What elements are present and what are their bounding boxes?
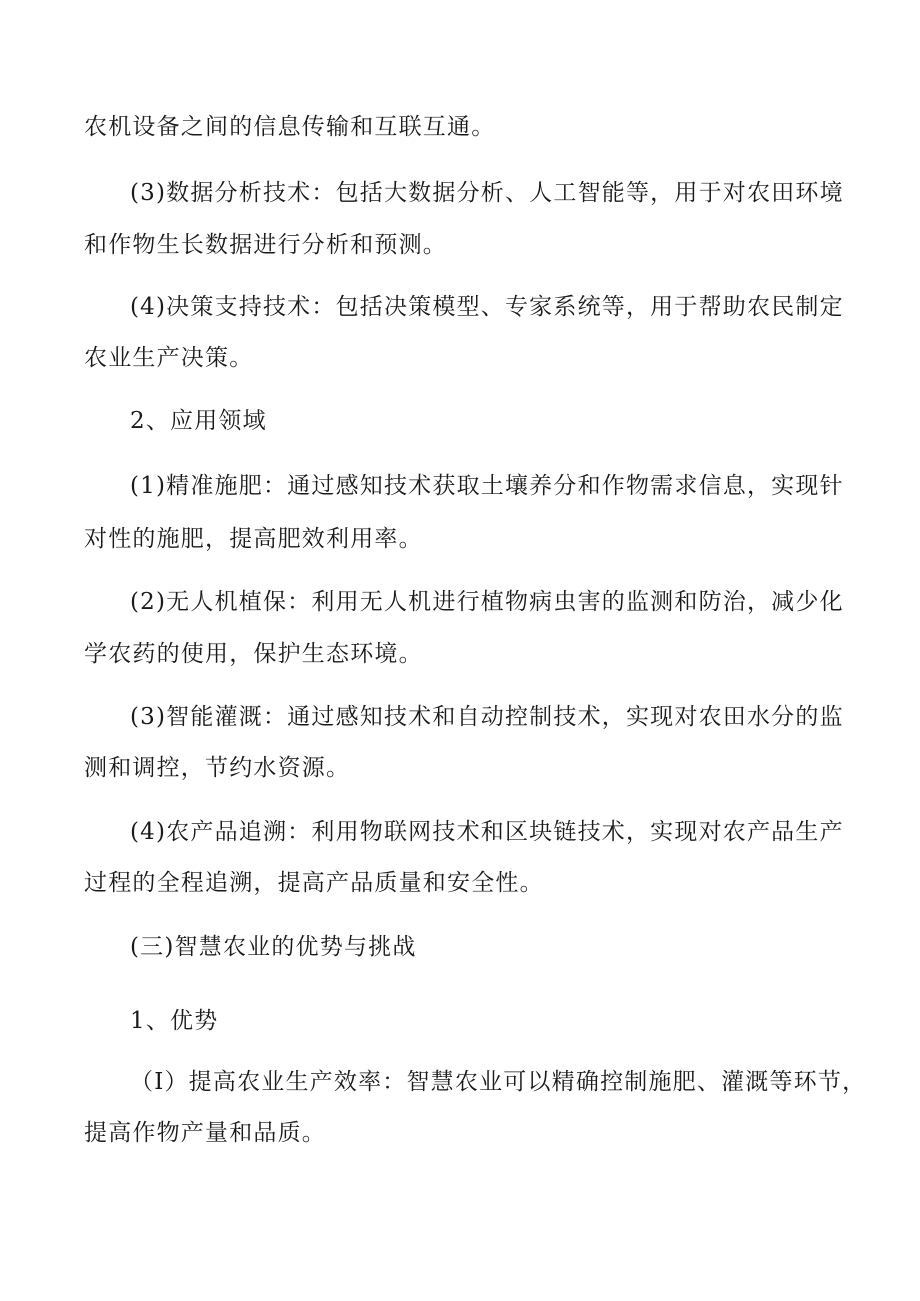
paragraph-line: （I）提高农业生产效率：智慧农业可以精确控制施肥、灌溉等环节， — [130, 1069, 867, 1095]
paragraph-line: (3)数据分析技术：包括大数据分析、人工智能等，用于对农田环境 — [130, 180, 844, 206]
paragraph-line: (2)无人机植保：利用无人机进行植物病虫害的监测和防治，减少化 — [130, 589, 844, 615]
paragraph-line: 过程的全程追溯，提高产品质量和安全性。 — [84, 870, 544, 896]
paragraph-line: (3)智能灌溉：通过感知技术和自动控制技术，实现对农田水分的监 — [130, 704, 844, 730]
paragraph-line: (4)决策支持技术：包括决策模型、专家系统等，用于帮助农民制定 — [130, 294, 844, 320]
paragraph-line: 和作物生长数据进行分析和预测。 — [84, 232, 447, 258]
paragraph-line: 学农药的使用，保护生态环境。 — [84, 641, 423, 667]
section-heading: 1、优势 — [130, 1008, 219, 1034]
section-heading: (三)智慧农业的优势与挑战 — [130, 934, 417, 960]
paragraph-line: 对性的施肥，提高肥效利用率。 — [84, 526, 423, 552]
section-heading: 2、应用领域 — [130, 408, 267, 434]
paragraph-line: 提高作物产量和品质。 — [84, 1120, 326, 1146]
paragraph-line: (1)精准施肥：通过感知技术获取土壤养分和作物需求信息，实现针 — [130, 473, 844, 499]
paragraph-line: 农业生产决策。 — [84, 345, 254, 371]
paragraph-line: (4)农产品追溯：利用物联网技术和区块链技术，实现对农产品生产 — [130, 819, 844, 845]
paragraph-line: 测和调控，节约水资源。 — [84, 755, 351, 781]
paragraph-line: 农机设备之间的信息传输和互联互通。 — [84, 114, 496, 140]
